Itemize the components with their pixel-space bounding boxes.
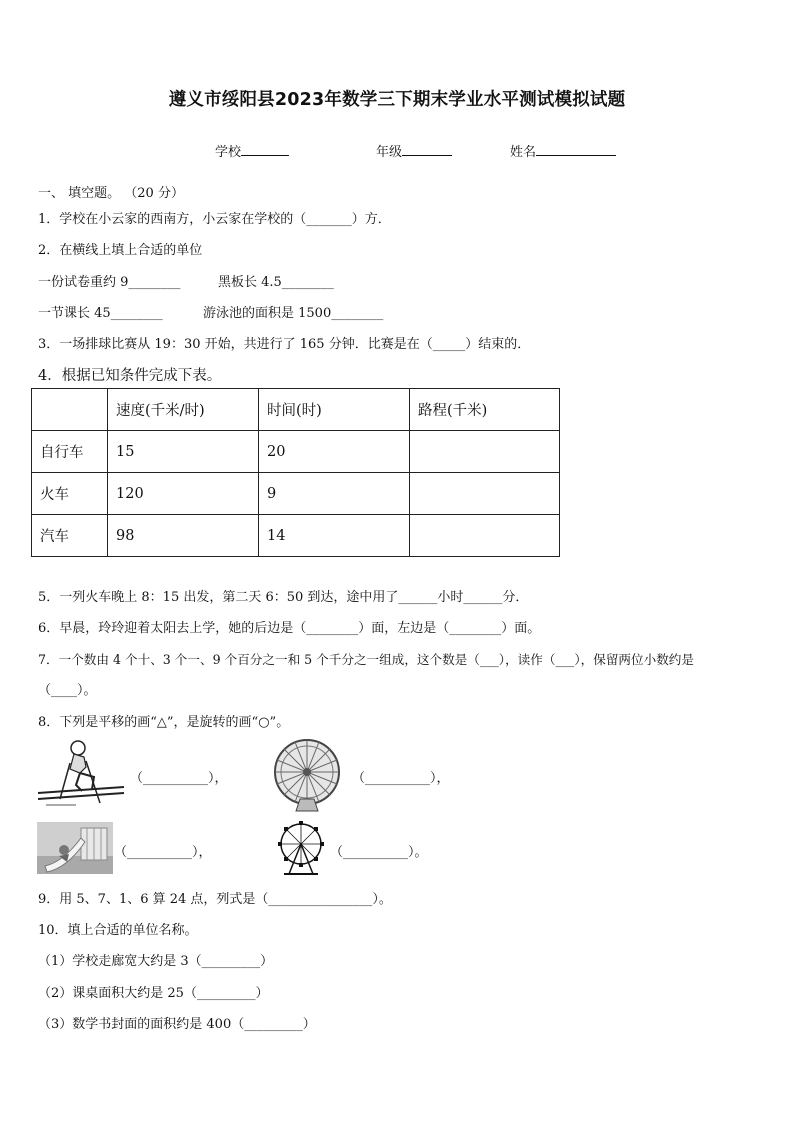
table-header-row [32, 389, 560, 431]
school-field [215, 141, 289, 160]
table-cell: 9 [259, 473, 410, 515]
table-cell: 火车 [32, 473, 108, 515]
question-10-c: （3）数学书封面的面积约是 400（_________） [38, 1017, 316, 1032]
table-cell: 20 [259, 431, 410, 473]
question-6: 6．早晨，玲玲迎着太阳去上学，她的后边是（________）面，左边是（________）面。 [38, 621, 541, 636]
question-7-line1: 7．一个数由 4 个十、3 个一、9 个百分之一和 5 个千分之一组成，这个数是（___），读作（___），保留两位小数约是 [38, 652, 694, 667]
question-5: 5．一列火车晚上 8：15 出发，第二天 6：50 到达，途中用了______小时______分． [38, 590, 529, 605]
table-cell: 自行车 [32, 431, 108, 473]
question-10-b: （2）课桌面积大约是 25（_________） [38, 986, 269, 1001]
speed-table [31, 388, 560, 557]
table-cell: 15 [108, 431, 259, 473]
table-row [32, 431, 560, 473]
ferris-wheel-small-image [274, 820, 328, 876]
question-8-blank-3[interactable]: （__________）， [114, 845, 212, 860]
question-2-d: 游泳池的面积是 1500________ [203, 306, 384, 321]
slide-image [37, 822, 113, 874]
question-4-stem: 4．根据已知条件完成下表。 [38, 368, 222, 384]
grade-field [376, 141, 452, 160]
question-9: 9．用 5、7、1、6 算 24 点，列式是（________________）。 [38, 892, 392, 907]
skier-image [36, 737, 128, 807]
table-header-cell [32, 389, 108, 431]
table-cell: 98 [108, 515, 259, 557]
question-2-stem: 2．在横线上填上合适的单位 [38, 243, 203, 258]
question-8-blank-4[interactable]: （__________）。 [330, 845, 428, 860]
question-8-blank-2[interactable]: （__________）， [352, 771, 450, 786]
table-answer-cell[interactable] [410, 473, 560, 515]
name-field [510, 141, 616, 160]
table-answer-cell[interactable] [410, 515, 560, 557]
question-2-c: 一节课长 45________ [38, 306, 163, 321]
page-title: 遵义市绥阳县2023年数学三下期末学业水平测试模拟试题 [168, 90, 626, 110]
table-row [32, 515, 560, 557]
section-heading: 一、 填空题。 （20 分） [38, 186, 184, 201]
name-blank[interactable] [536, 143, 616, 156]
school-label: 学校 [215, 145, 242, 160]
grade-blank[interactable] [402, 143, 452, 156]
question-2-a: 一份试卷重约 9________ [38, 275, 181, 290]
table-header-cell: 时间(时) [259, 389, 410, 431]
table-header-cell: 路程(千米) [410, 389, 560, 431]
question-1: 1．学校在小云家的西南方，小云家在学校的（_______）方． [38, 212, 391, 227]
question-10-a: （1）学校走廊宽大约是 3（_________） [38, 954, 274, 969]
question-8-stem: 8．下列是平移的画“△”，是旋转的画“○”。 [38, 715, 290, 730]
name-label: 姓名 [510, 145, 537, 160]
table-header-cell: 速度(千米/时) [108, 389, 259, 431]
table-cell: 120 [108, 473, 259, 515]
question-2-b: 黑板长 4.5________ [218, 275, 334, 290]
school-blank[interactable] [241, 143, 289, 156]
table-answer-cell[interactable] [410, 431, 560, 473]
table-cell: 14 [259, 515, 410, 557]
question-10-stem: 10．填上合适的单位名称。 [38, 923, 198, 938]
table-row [32, 473, 560, 515]
table-cell: 汽车 [32, 515, 108, 557]
question-7-line2: （____）。 [38, 683, 97, 698]
question-3: 3．一场排球比赛从 19：30 开始，共进行了 165 分钟．比赛是在（_____）结束的． [38, 337, 531, 352]
ferris-wheel-image [270, 737, 344, 813]
grade-label: 年级 [376, 145, 403, 160]
question-8-blank-1[interactable]: （__________）， [130, 771, 228, 786]
